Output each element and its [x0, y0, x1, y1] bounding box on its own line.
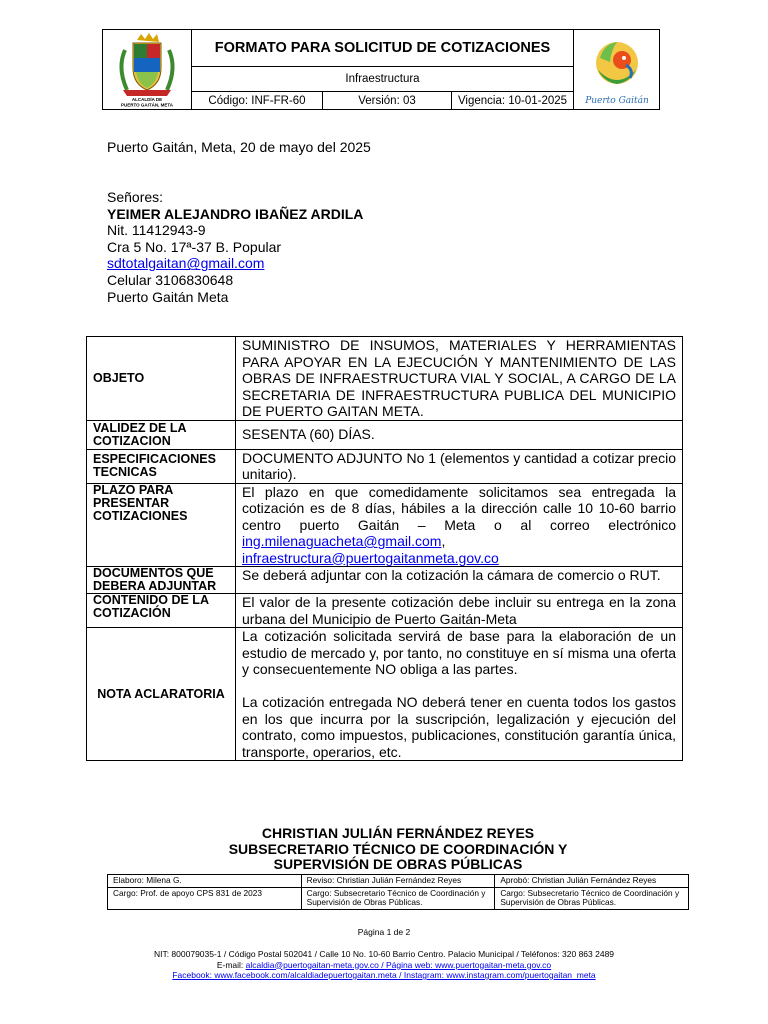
plazo-email-link-2[interactable]: infraestructura@puertogaitanmeta.gov.co [242, 549, 499, 566]
approval-row-roles [108, 887, 689, 909]
cargo-elaboro-cell: Cargo: Prof. de apoyo CPS 831 de 2023 [108, 887, 302, 909]
elaboro-cell: Elaboro: Milena G. [108, 875, 302, 888]
signer-title-line-2: SUPERVISIÓN DE OBRAS PÚBLICAS [273, 856, 523, 872]
form-version: Versión: 03 [323, 92, 452, 109]
nota-label: NOTA ACLARATORIA [87, 628, 236, 761]
nota-paragraph-1: La cotización solicitada servirá de base para la elaboración de un estudio de mercado y, por tanto, no constituye en sí misma una oferta y consecuentemente NO obliga a las partes. [242, 628, 676, 677]
place-date: Puerto Gaitán, Meta, 20 de mayo del 2025 [107, 139, 371, 155]
contenido-value: El valor de la presente cotización debe incluir su entrega en la zona urbana del Municipio de Puerto Gaitán-Meta [236, 594, 683, 628]
objeto-label: OBJETO [87, 337, 236, 421]
page-number: Página 1 de 2 [357, 927, 411, 937]
recipient-city: Puerto Gaitán Meta [107, 288, 229, 305]
objeto-value: SUMINISTRO DE INSUMOS, MATERIALES Y HERRAMIENTAS PARA APOYAR EN LA EJECUCIÓN Y MANTENIMIENTO DE LAS OBRAS DE INFRAESTRUCTURA VIAL Y SOCIAL, A CARGO DE LA SECRETARIA DE INFRAESTRUCTURA PUBLICA DEL MUNICIPIO DE PUERTO GAITAN META. [236, 337, 683, 421]
table-row-plazo [87, 483, 683, 567]
salutation: Señores: [107, 189, 164, 205]
especificaciones-label: ESPECIFICACIONES TECNICAS [87, 449, 236, 483]
table-row-nota [87, 628, 683, 761]
validez-label: VALIDEZ DE LA COTIZACION [87, 420, 236, 449]
request-details-table [86, 336, 683, 761]
form-validity: Vigencia: 10-01-2025 [457, 94, 568, 107]
table-row-contenido [87, 594, 683, 628]
documentos-value: Se deberá adjuntar con la cotización la cámara de comercio o RUT. [236, 567, 683, 594]
plazo-email-link-1[interactable]: ing.milenaguacheta@gmail.com [242, 533, 442, 549]
footer-email-prefix: E-mail: [216, 959, 246, 970]
document-header [102, 29, 660, 110]
svg-text:ALCALDÍA DE: ALCALDÍA DE [131, 97, 163, 102]
table-row-especificaciones [87, 449, 683, 483]
documentos-label: DOCUMENTOS QUE DEBERA ADJUNTAR [87, 567, 236, 594]
contact-footer [0, 949, 768, 981]
approval-table [107, 874, 689, 910]
signer-name: CHRISTIAN JULIÁN FERNÁNDEZ REYES [261, 825, 535, 841]
cargo-reviso-cell: Cargo: Subsecretario Técnico de Coordinación y Supervisión de Obras Públicas. [301, 887, 495, 909]
recipient-block [107, 189, 363, 305]
municipality-coat-of-arms-logo [103, 30, 192, 109]
puerto-gaitan-logo [573, 30, 660, 109]
svg-text:PUERTO GAITÁN, META: PUERTO GAITÁN, META [120, 102, 174, 108]
especificaciones-value: DOCUMENTO ADJUNTO No 1 (elementos y cantidad a cotizar precio unitario). [236, 449, 683, 483]
plazo-value: El plazo en que comedidamente solicitamos sea entregada la cotización es de 8 días, hábiles a la dirección calle 10 10-60 barrio centro puerto Gaitán – Meta o al correo electrónico [242, 483, 676, 533]
signature-block [107, 826, 689, 873]
recipient-name: YEIMER ALEJANDRO IBAÑEZ ARDILA [107, 205, 364, 222]
footer-email-link[interactable]: alcaldia@puertogaitan-meta.gov.co / Página web: www.puertogaitan-meta.gov.co [245, 959, 552, 970]
recipient-phone: Celular 3106830648 [107, 271, 234, 288]
form-title: FORMATO PARA SOLICITUD DE COTIZACIONES [192, 30, 573, 67]
table-row-documentos [87, 567, 683, 594]
nota-paragraph-2: La cotización entregada NO deberá tener en cuenta todos los gastos en los que incurra por la suscripción, legalización y ejecución del contrato, como impuestos, publicaciones, constitución garantía única, transporte, operarios, etc. [242, 694, 676, 760]
validez-value: SESENTA (60) DÍAS. [236, 420, 683, 449]
recipient-address: Cra 5 No. 17ª-37 B. Popular [107, 238, 282, 255]
nota-value-cell [236, 628, 683, 761]
footer-address-line: NIT: 800079035-1 / Código Postal 502041 / Calle 10 No. 10-60 Barrio Centro. Palacio Municipal / Teléfonos: 320 863 2489 [153, 949, 615, 959]
plazo-value-cell [236, 483, 683, 567]
signer-title-line-1: SUBSECRETARIO TÉCNICO DE COORDINACIÓN Y [228, 840, 568, 857]
form-area: Infraestructura [192, 67, 573, 92]
form-code: Código: INF-FR-60 [192, 92, 323, 109]
reviso-cell: Reviso: Christian Julián Fernández Reyes [301, 875, 495, 888]
cargo-aprobo-cell: Cargo: Subsecretario Técnico de Coordinación y Supervisión de Obras Públicas. [495, 887, 689, 909]
table-row-objeto [87, 337, 683, 421]
table-row-validez [87, 420, 683, 449]
svg-text:Puerto Gaitán: Puerto Gaitán [585, 96, 649, 106]
aprobo-cell: Aprobó: Christian Julián Fernández Reyes [495, 875, 689, 888]
recipient-nit: Nit. 11412943-9 [107, 222, 206, 239]
plazo-label: PLAZO PARA PRESENTAR COTIZACIONES [87, 483, 236, 567]
plazo-email-separator: , [441, 533, 446, 549]
recipient-email-link[interactable]: sdtotalgaitan@gmail.com [107, 255, 265, 272]
footer-social-link[interactable]: Facebook: www.facebook.com/alcaldiadepuertogaitan.meta / Instagram: www.instagram.com/puertogaitan_meta [172, 970, 596, 980]
approval-row-names [108, 875, 689, 888]
contenido-label: CONTENIDO DE LA COTIZACIÓN [87, 594, 236, 628]
